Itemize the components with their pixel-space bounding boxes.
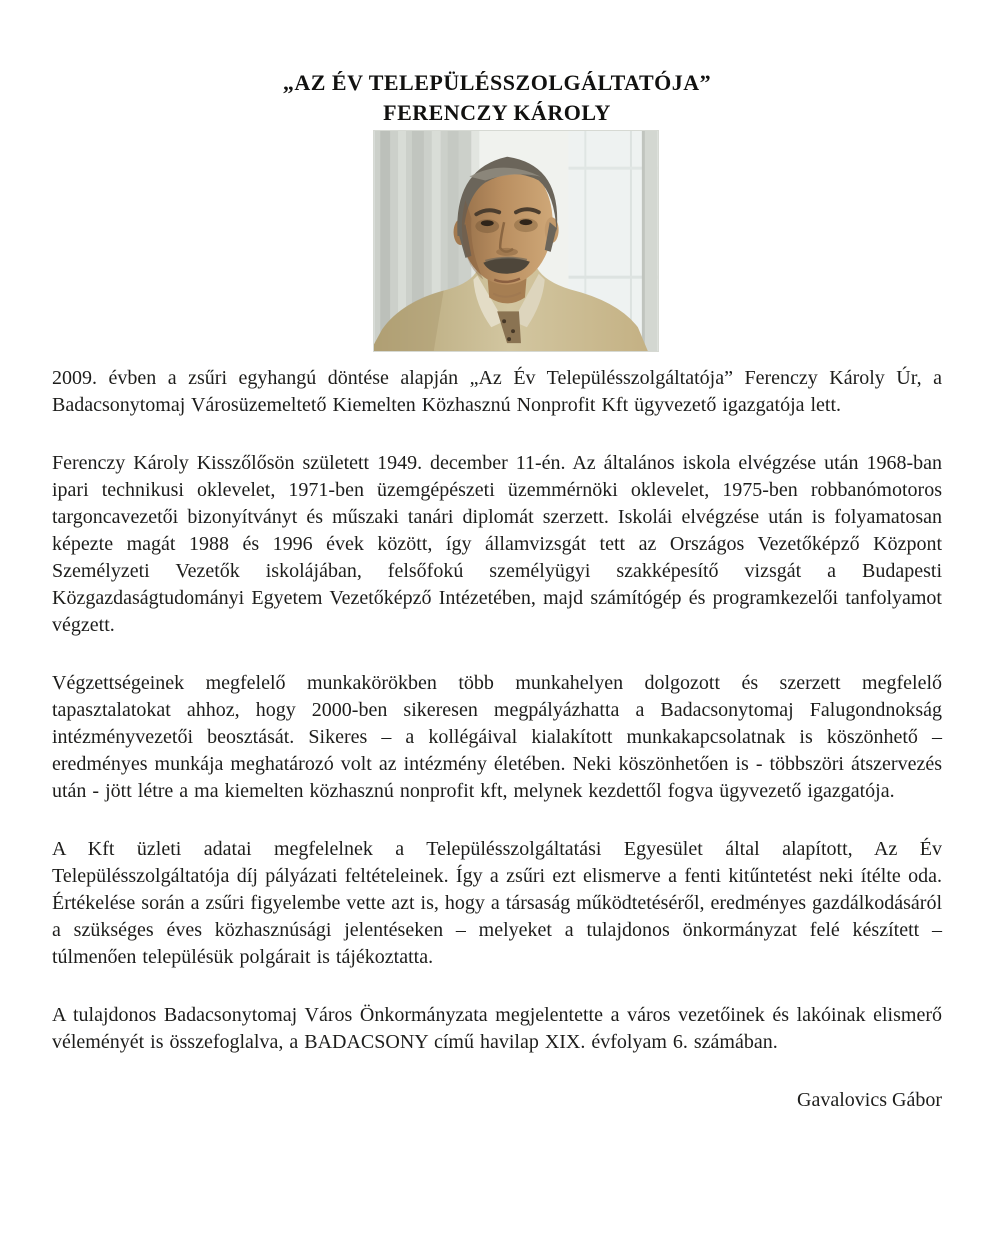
paragraph-2: Ferenczy Károly Kisszőlősön született 1949. december 11-én. Az általános iskola elvégzése után 1968-ban ipari technikusi oklevelet, 1971-ben üzemgépészeti üzemmérnöki oklevelet, 1975-ben robbanómotoros targoncavezetői bizonyítványt és műszaki tanári diplomát szerzett. Iskolái elvégzése után is folyamatosan képezte magát 1988 és 1996 évek között, így államvizsgát tett az Országos Vezetőképző Központ Személyzeti Vezetők iskolájában, felsőfokú személyügyi szakképesítő vizsgát a Budapesti Közgazdaságtudományi Egyetem Vezetőképző Intézetében, majd számítógép és programkezelői tanfolyamot végzett.	[52, 452, 942, 636]
title-line-2: FERENCZY KÁROLY	[383, 100, 611, 125]
paragraph-5: A tulajdonos Badacsonytomaj Város Önkormányzata megjelentette a város vezetőinek és lakóinak elismerő véleményét is összefoglalva, a BADACSONY című havilap XIX. évfolyam 6. számában.	[52, 1004, 942, 1053]
paragraph-3: Végzettségeinek megfelelő munkakörökben több munkahelyen dolgozott és szerzett megfelelő tapasztalatokat ahhoz, hogy 2000-ben sikeresen megpályázhatta a Badacsonytomaj Falugondnokság intézményvezetői beosztását. Sikeres – a kollégáival kialakított munkakapcsolatnak is köszönhető – eredményes munkája meghatározó volt az intézmény életében. Neki köszönhetően is - többszöri átszervezés után - jött létre a ma kiemelten közhasznú nonprofit kft, melynek kezdettől fogva ügyvezető igazgatója.	[52, 672, 942, 802]
document-title	[52, 68, 942, 128]
title-line-1: „AZ ÉV TELEPÜLÉSSZOLGÁLTATÓJA”	[282, 70, 712, 95]
paragraph-4: A Kft üzleti adatai megfelelnek a Településszolgáltatási Egyesület által alapított, Az Év Településszolgáltatója díj pályázati feltételeinek. Így a zsűri ezt elismerve a fenti kitűntetést neki ítélte oda. Értékelése során a zsűri figyelembe vette azt is, hogy a társaság működtetéséről, eredményes gazdálkodásáról a szükséges éves közhasznúsági jelentéseken – melyeket a tulajdonos önkormányzat felé készített – túlmenően településük polgárait is tájékoztatta.	[52, 838, 942, 968]
portrait-photo	[373, 130, 659, 352]
signature: Gavalovics Gábor	[797, 1089, 942, 1111]
document-body	[52, 365, 942, 1056]
paragraph-1: 2009. évben a zsűri egyhangú döntése alapján „Az Év Településszolgáltatója” Ferenczy Károly Úr, a Badacsonytomaj Városüzemeltető Kiemelten Közhasznú Nonprofit Kft ügyvezető igazgatója lett.	[52, 367, 942, 416]
